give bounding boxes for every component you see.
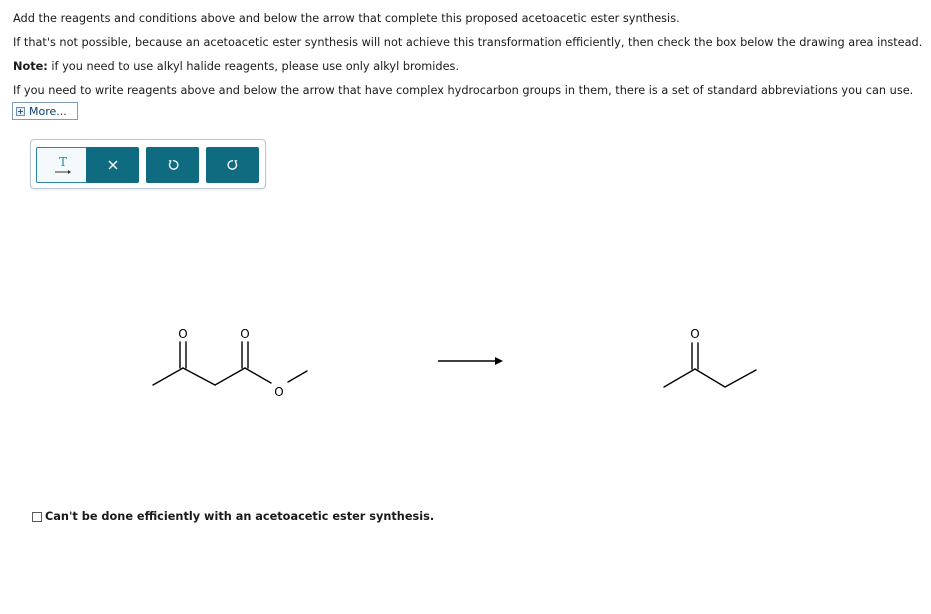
reactant-molecule: [153, 342, 307, 385]
note-text: if you need to use alkyl halide reagents, please use only alkyl bromides.: [47, 60, 460, 73]
note-label: Note:: [13, 60, 48, 73]
reactant-ester-carbonyl-oxygen: O: [240, 327, 250, 341]
reaction-arrow: [438, 357, 503, 365]
cannot-be-done-option: [32, 510, 434, 523]
product-carbonyl-oxygen: O: [690, 327, 700, 341]
cannot-be-done-checkbox[interactable]: [32, 512, 42, 522]
instruction-line-4: If you need to write reagents above and below the arrow that have complex hydrocarbon groups in them, there is a set of standard abbreviations you can use.: [13, 84, 914, 97]
more-button-label: More...: [29, 104, 67, 118]
svg-text:T: T: [58, 155, 67, 169]
product-molecule: [664, 343, 756, 387]
instruction-line-2: If that's not possible, because an acetoacetic ester synthesis will not achieve this transformation efficiently, then check the box below the drawing area instead.: [13, 36, 923, 49]
cannot-be-done-label: Can't be done efficiently with an acetoacetic ester synthesis.: [45, 510, 435, 523]
reactant-ketone-oxygen: O: [178, 327, 188, 341]
instruction-line-1: Add the reagents and conditions above and below the arrow that complete this proposed acetoacetic ester synthesis.: [13, 12, 680, 25]
reactant-ester-oxygen: O: [274, 385, 284, 399]
